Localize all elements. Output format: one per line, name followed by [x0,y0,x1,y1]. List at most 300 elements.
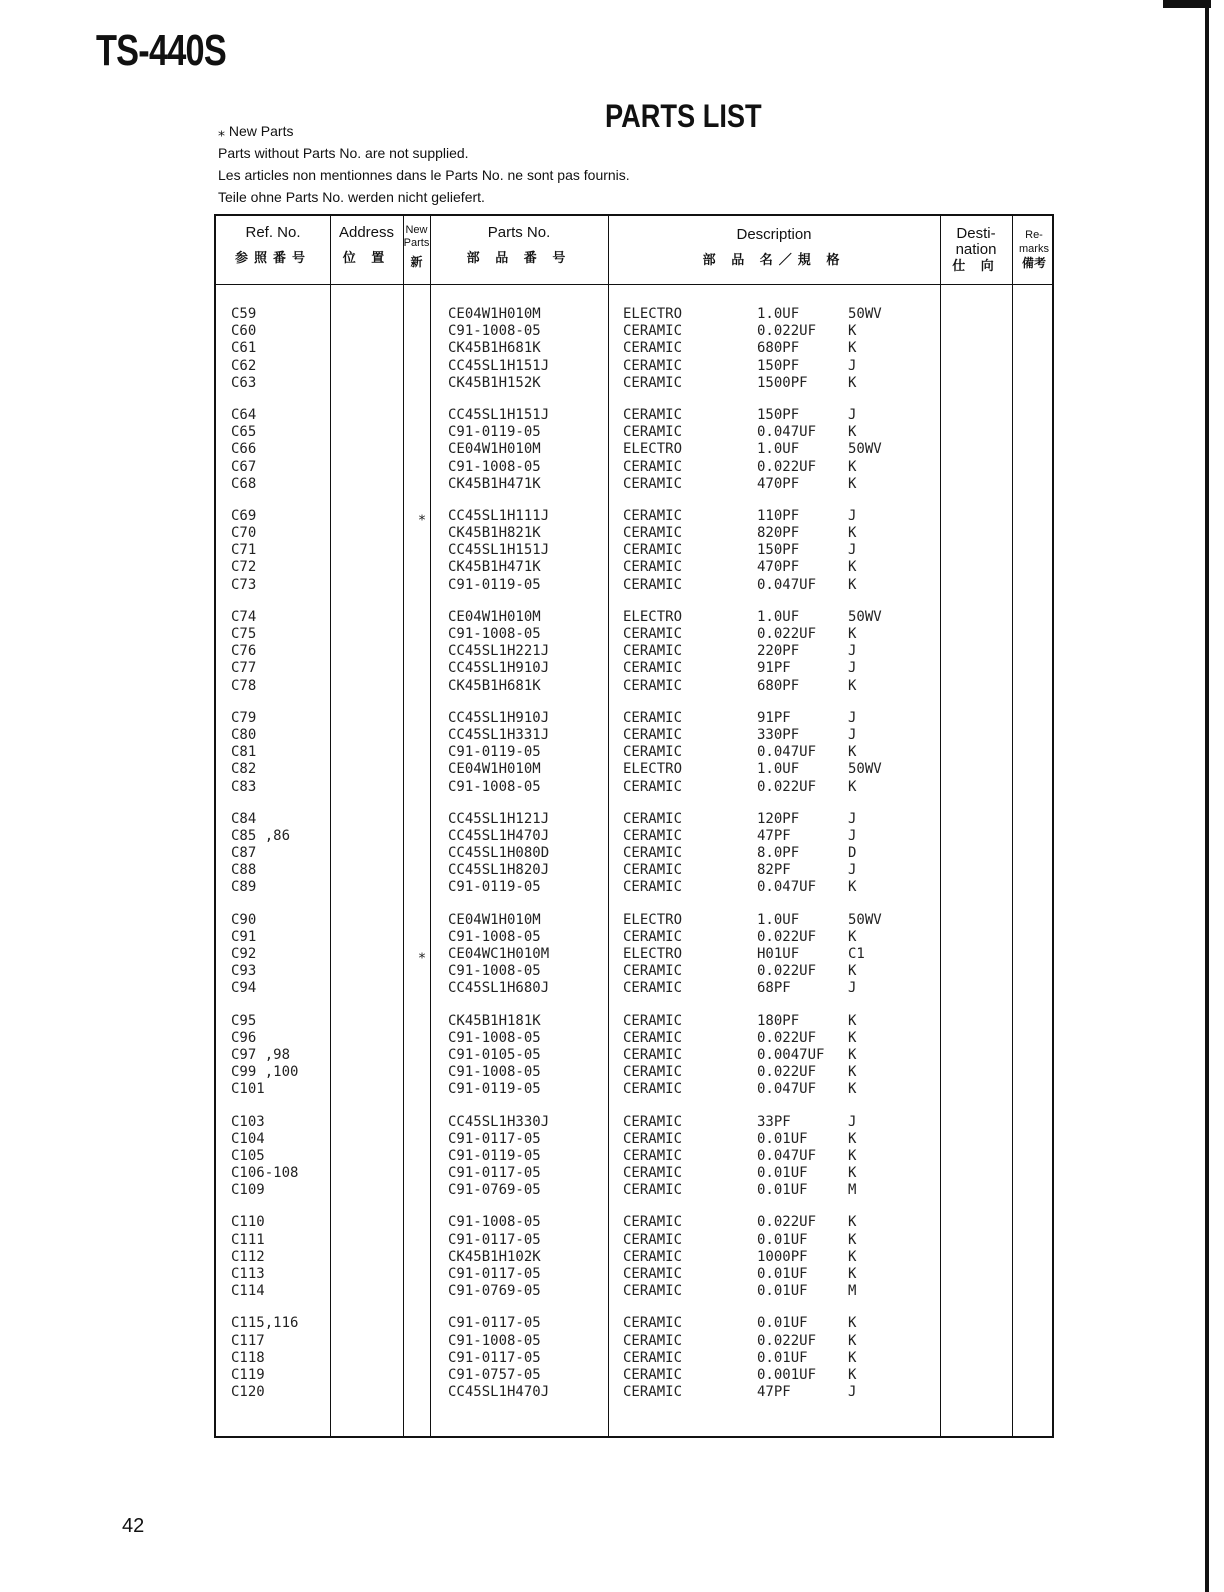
ref-no-cell: C103 [231,1113,265,1130]
type-cell: ELECTRO [623,761,683,778]
type-cell: CERAMIC [623,643,683,660]
ref-no-cell: C76 [231,643,257,660]
type-cell: CERAMIC [623,928,683,945]
parts-no-cell: C91-1008-05 [448,1214,541,1231]
value-cell: 47PF [757,1384,791,1401]
table-row [216,1114,1056,1131]
ref-no-cell: C109 [231,1182,265,1199]
rating-cell: K [848,928,857,945]
ref-no-cell: C91 [231,928,257,945]
rating-cell: 50WV [848,306,882,322]
value-cell: 0.01UF [757,1130,808,1147]
table-row [216,476,1056,493]
table-row [216,828,1056,845]
type-cell: CERAMIC [623,1182,683,1199]
type-cell: CERAMIC [623,1332,683,1349]
value-cell: 0.022UF [757,323,817,340]
rating-cell: M [848,1283,857,1300]
row-group [216,710,1056,796]
table-row [216,559,1056,576]
parts-no-cell: CC45SL1H080D [448,845,550,862]
table-row [216,424,1056,441]
parts-no-cell: CC45SL1H121J [448,810,550,827]
ref-no-cell: C77 [231,660,257,677]
value-cell: 91PF [757,660,791,677]
type-cell: CERAMIC [623,507,683,524]
parts-no-cell: CK45B1H152K [448,374,541,391]
parts-no-cell: CC45SL1H151J [448,406,550,423]
table-row [216,1030,1056,1047]
parts-no-cell: CK45B1H471K [448,559,541,576]
header-address: Address 位 置 [338,224,395,265]
rating-cell: D [848,845,857,862]
row-group [216,1315,1056,1401]
table-row [216,1266,1056,1283]
type-cell: ELECTRO [623,306,683,322]
parts-no-cell: CC45SL1H221J [448,643,550,660]
type-cell: CERAMIC [623,1349,683,1366]
parts-no-cell: C91-0119-05 [448,1147,541,1164]
type-cell: CERAMIC [623,1046,683,1063]
notes [218,120,630,208]
table-row [216,626,1056,643]
type-cell: CERAMIC [623,810,683,827]
table-row [216,779,1056,796]
table-row [216,727,1056,744]
value-cell: H01UF [757,946,800,962]
rating-cell: K [848,1248,857,1265]
ref-no-cell: C89 [231,879,257,896]
rating-cell: K [848,475,857,492]
rating-cell: K [848,677,857,694]
ref-no-cell: C69 [231,507,257,524]
type-cell: ELECTRO [623,608,683,625]
type-cell: CERAMIC [623,406,683,423]
new-parts-mark: ⁎ [418,507,426,524]
ref-no-cell: C61 [231,340,257,357]
value-cell: 330PF [757,726,800,743]
parts-no-cell: C91-1008-05 [448,626,541,642]
row-group [216,508,1056,594]
row-group [216,811,1056,897]
type-cell: CERAMIC [623,963,683,980]
rating-cell: K [848,879,857,896]
new-parts-mark: ⁎ [418,946,426,962]
value-cell: 150PF [757,542,800,559]
header-destination: Desti- nation 仕 向 [952,225,1000,273]
parts-no-cell: C91-0119-05 [448,424,541,441]
corner-mark [1163,0,1211,8]
type-cell: CERAMIC [623,542,683,559]
value-cell: 0.022UF [757,928,817,945]
parts-no-cell: C91-0119-05 [448,1081,541,1098]
value-cell: 1.0UF [757,441,800,458]
rating-cell: J [848,862,857,879]
table-row [216,577,1056,594]
table-row [216,306,1056,323]
ref-no-cell: C75 [231,626,257,642]
parts-no-cell: CK45B1H102K [448,1248,541,1265]
table-row [216,1350,1056,1367]
parts-no-cell: C91-0117-05 [448,1130,541,1147]
type-cell: CERAMIC [623,576,683,593]
rating-cell: J [848,827,857,844]
value-cell: 0.01UF [757,1165,808,1182]
value-cell: 0.047UF [757,879,817,896]
header-ref: Ref. No. 参照番号 [234,224,311,265]
parts-no-cell: CC45SL1H820J [448,862,550,879]
rating-cell: K [848,1366,857,1383]
type-cell: CERAMIC [623,475,683,492]
ref-no-cell: C71 [231,542,257,559]
ref-no-cell: C88 [231,862,257,879]
ref-no-cell: C65 [231,424,257,441]
parts-no-cell: C91-0117-05 [448,1231,541,1248]
value-cell: 110PF [757,507,800,524]
parts-no-cell: CC45SL1H910J [448,709,550,726]
value-cell: 1000PF [757,1248,808,1265]
table-row [216,744,1056,761]
rating-cell: J [848,980,857,997]
parts-no-cell: C91-0119-05 [448,879,541,896]
ref-no-cell: C79 [231,709,257,726]
ref-no-cell: C70 [231,525,257,542]
table-row [216,912,1056,929]
value-cell: 1500PF [757,374,808,391]
type-cell: CERAMIC [623,323,683,340]
ref-no-cell: C62 [231,357,257,374]
parts-no-cell: CC45SL1H111J [448,507,550,524]
value-cell: 120PF [757,810,800,827]
ref-no-cell: C74 [231,608,257,625]
page-title: PARTS LIST [605,98,762,134]
rating-cell: K [848,1064,857,1081]
ref-no-cell: C59 [231,306,257,322]
value-cell: 82PF [757,862,791,879]
ref-no-cell: C68 [231,475,257,492]
rating-cell: K [848,323,857,340]
rating-cell: K [848,1231,857,1248]
value-cell: 0.01UF [757,1283,808,1300]
table-row [216,1384,1056,1401]
parts-no-cell: C91-1008-05 [448,1064,541,1081]
rating-cell: K [848,1332,857,1349]
rating-cell: J [848,660,857,677]
ref-no-cell: C113 [231,1266,265,1282]
parts-no-cell: C91-1008-05 [448,778,541,795]
table-row [216,1131,1056,1148]
table-row [216,1214,1056,1231]
row-group [216,407,1056,493]
type-cell: CERAMIC [623,778,683,795]
value-cell: 0.022UF [757,1029,817,1046]
table-row [216,678,1056,695]
table-row [216,1047,1056,1064]
table-row [216,929,1056,946]
type-cell: CERAMIC [623,660,683,677]
ref-no-cell: C119 [231,1366,265,1383]
table-row [216,375,1056,392]
value-cell: 0.001UF [757,1366,817,1383]
rating-cell: K [848,1046,857,1063]
ref-no-cell: C111 [231,1231,265,1248]
value-cell: 1.0UF [757,608,800,625]
table-row [216,1367,1056,1384]
table-row [216,441,1056,458]
parts-no-cell: CK45B1H181K [448,1012,541,1029]
table-row [216,1013,1056,1030]
type-cell: CERAMIC [623,1266,683,1282]
parts-no-cell: CC45SL1H910J [448,660,550,677]
parts-no-cell: C91-1008-05 [448,1029,541,1046]
value-cell: 220PF [757,643,800,660]
rating-cell: K [848,1130,857,1147]
ref-no-cell: C87 [231,845,257,862]
ref-no-cell: C82 [231,761,257,778]
parts-no-cell: C91-0117-05 [448,1315,541,1332]
type-cell: CERAMIC [623,1231,683,1248]
parts-no-cell: C91-1008-05 [448,928,541,945]
type-cell: CERAMIC [623,879,683,896]
rating-cell: 50WV [848,608,882,625]
ref-no-cell: C97 ,98 [231,1046,291,1063]
type-cell: CERAMIC [623,525,683,542]
parts-no-cell: C91-0119-05 [448,576,541,593]
type-cell: CERAMIC [623,980,683,997]
value-cell: 470PF [757,475,800,492]
rating-cell: J [848,1113,857,1130]
table-body [216,306,1056,1416]
parts-no-cell: CK45B1H681K [448,677,541,694]
ref-no-cell: C72 [231,559,257,576]
rating-cell: K [848,778,857,795]
type-cell: CERAMIC [623,1081,683,1098]
parts-no-cell: CE04W1H010M [448,911,541,928]
value-cell: 0.022UF [757,778,817,795]
type-cell: CERAMIC [623,845,683,862]
ref-no-cell: C64 [231,406,257,423]
value-cell: 8.0PF [757,845,800,862]
parts-table [214,214,1054,1438]
value-cell: 180PF [757,1012,800,1029]
value-cell: 91PF [757,709,791,726]
table-row [216,525,1056,542]
rating-cell: K [848,1012,857,1029]
ref-no-cell: C120 [231,1384,265,1401]
value-cell: 820PF [757,525,800,542]
table-row [216,643,1056,660]
rating-cell: J [848,507,857,524]
type-cell: CERAMIC [623,1384,683,1401]
ref-no-cell: C95 [231,1012,257,1029]
note-french: Les articles non mentionnes dans le Parts No. ne sont pas fournis. [218,167,630,183]
rating-cell: K [848,744,857,761]
value-cell: 0.022UF [757,963,817,980]
rating-cell: J [848,810,857,827]
table-row [216,1081,1056,1098]
type-cell: CERAMIC [623,458,683,475]
parts-no-cell: C91-0119-05 [448,744,541,761]
rating-cell: K [848,626,857,642]
table-row [216,660,1056,677]
row-group [216,306,1056,392]
ref-no-cell: C105 [231,1147,265,1164]
rating-cell: K [848,340,857,357]
page-number: 42 [122,1515,145,1537]
value-cell: 0.047UF [757,424,817,441]
ref-no-cell: C90 [231,911,257,928]
value-cell: 150PF [757,406,800,423]
type-cell: CERAMIC [623,1214,683,1231]
table-row [216,1249,1056,1266]
type-cell: CERAMIC [623,1283,683,1300]
value-cell: 150PF [757,357,800,374]
header-parts-no: Parts No. 部 品 番 号 [466,224,572,265]
value-cell: 0.01UF [757,1315,808,1332]
value-cell: 0.022UF [757,458,817,475]
rating-cell: J [848,643,857,660]
ref-no-cell: C63 [231,374,257,391]
rating-cell: J [848,406,857,423]
parts-no-cell: CC45SL1H470J [448,827,550,844]
parts-no-cell: C91-1008-05 [448,458,541,475]
table-row [216,710,1056,727]
model-name: TS-440S [96,26,226,75]
table-row [216,1064,1056,1081]
row-group [216,1013,1056,1099]
table-row [216,980,1056,997]
parts-no-cell: CK45B1H821K [448,525,541,542]
rating-cell: K [848,576,857,593]
parts-no-cell: CC45SL1H151J [448,542,550,559]
parts-no-cell: CE04W1H010M [448,761,541,778]
table-row [216,1333,1056,1350]
rating-cell: M [848,1182,857,1199]
ref-no-cell: C99 ,100 [231,1064,299,1081]
parts-no-cell: CE04W1H010M [448,441,541,458]
parts-no-cell: CC45SL1H151J [448,357,550,374]
table-row [216,845,1056,862]
row-group [216,912,1056,998]
table-row [216,340,1056,357]
parts-no-cell: CE04W1H010M [448,608,541,625]
value-cell: 1.0UF [757,306,800,322]
table-row [216,1182,1056,1199]
value-cell: 0.047UF [757,1147,817,1164]
value-cell: 68PF [757,980,791,997]
type-cell: CERAMIC [623,1029,683,1046]
ref-no-cell: C78 [231,677,257,694]
parts-no-cell: C91-1008-05 [448,963,541,980]
value-cell: 1.0UF [757,911,800,928]
type-cell: CERAMIC [623,1248,683,1265]
type-cell: CERAMIC [623,1147,683,1164]
table-row [216,862,1056,879]
parts-no-cell: CC45SL1H330J [448,1113,550,1130]
value-cell: 470PF [757,559,800,576]
table-row [216,1232,1056,1249]
table-row [216,358,1056,375]
parts-no-cell: CE04W1H010M [448,306,541,322]
value-cell: 0.022UF [757,1214,817,1231]
ref-no-cell: C118 [231,1349,265,1366]
parts-no-cell: C91-0117-05 [448,1266,541,1282]
rating-cell: J [848,357,857,374]
rating-cell: K [848,1029,857,1046]
rating-cell: K [848,1081,857,1098]
rating-cell: K [848,963,857,980]
header-description: Description 部 品 名／規 格 [702,226,846,267]
note-german: Teile ohne Parts No. werden nicht geliefert. [218,189,485,205]
parts-no-cell: CK45B1H681K [448,340,541,357]
parts-no-cell: CC45SL1H331J [448,726,550,743]
parts-no-cell: CC45SL1H680J [448,980,550,997]
rating-cell: J [848,709,857,726]
rating-cell: 50WV [848,761,882,778]
ref-no-cell: C106-108 [231,1165,299,1182]
type-cell: CERAMIC [623,677,683,694]
type-cell: CERAMIC [623,1113,683,1130]
table-row [216,508,1056,525]
type-cell: CERAMIC [623,357,683,374]
ref-no-cell: C66 [231,441,257,458]
rating-cell: 50WV [848,441,882,458]
value-cell: 0.01UF [757,1231,808,1248]
table-row [216,946,1056,963]
parts-no-cell: C91-0117-05 [448,1165,541,1182]
header-remarks: Re- marks 備考 [1019,229,1049,270]
type-cell: CERAMIC [623,374,683,391]
parts-no-cell: C91-1008-05 [448,1332,541,1349]
value-cell: 0.022UF [757,626,817,642]
value-cell: 1.0UF [757,761,800,778]
type-cell: ELECTRO [623,911,683,928]
table-row [216,609,1056,626]
rating-cell: J [848,1384,857,1401]
parts-no-cell: C91-0769-05 [448,1283,541,1300]
type-cell: ELECTRO [623,946,683,962]
parts-no-cell: CE04WC1H010M [448,946,550,962]
table-row [216,542,1056,559]
value-cell: 47PF [757,827,791,844]
ref-no-cell: C117 [231,1332,265,1349]
parts-no-cell: C91-0757-05 [448,1366,541,1383]
value-cell: 680PF [757,340,800,357]
type-cell: CERAMIC [623,709,683,726]
value-cell: 0.01UF [757,1349,808,1366]
parts-no-cell: C91-0117-05 [448,1349,541,1366]
value-cell: 0.047UF [757,744,817,761]
rating-cell: K [848,374,857,391]
type-cell: CERAMIC [623,559,683,576]
row-group [216,609,1056,695]
rating-cell: K [848,458,857,475]
type-cell: CERAMIC [623,744,683,761]
ref-no-cell: C114 [231,1283,265,1300]
rating-cell: J [848,542,857,559]
ref-no-cell: C81 [231,744,257,761]
value-cell: 33PF [757,1113,791,1130]
header-divider [216,284,1052,285]
type-cell: CERAMIC [623,1064,683,1081]
type-cell: CERAMIC [623,424,683,441]
value-cell: 0.0047UF [757,1046,825,1063]
table-row [216,407,1056,424]
type-cell: CERAMIC [623,1366,683,1383]
row-group [216,1114,1056,1200]
rating-cell: K [848,1266,857,1282]
ref-no-cell: C104 [231,1130,265,1147]
